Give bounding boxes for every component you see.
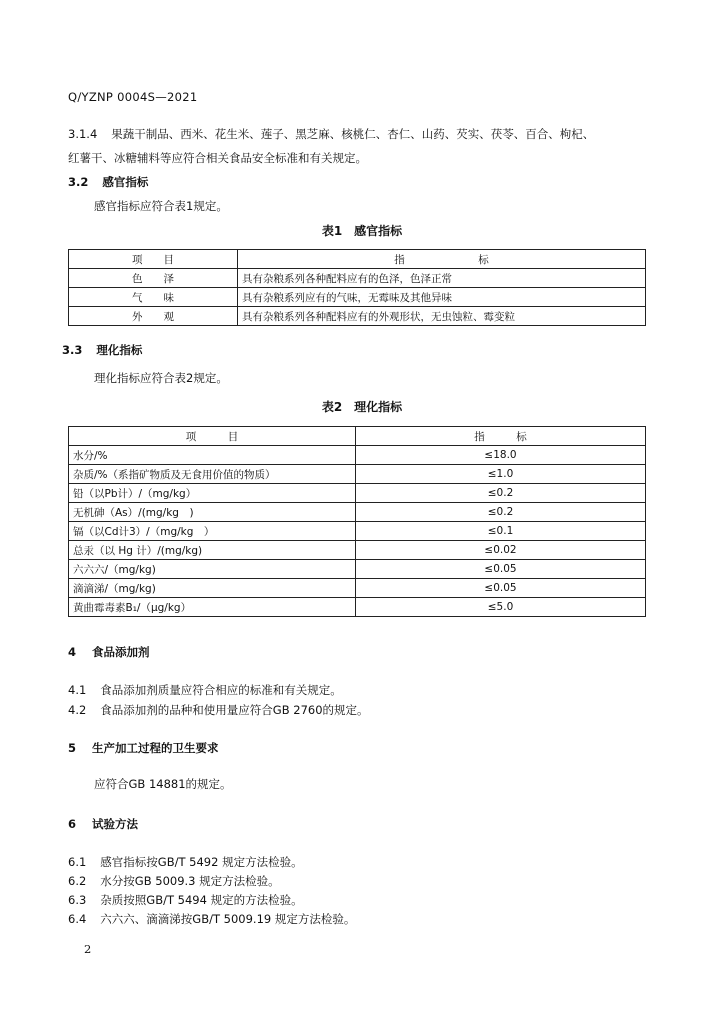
clause-text: 六六六、滴滴涕按GB/T 5009.19 规定方法检验。	[100, 912, 356, 926]
table-cell: ≤1.0	[356, 465, 646, 484]
table-cell: 无机砷（As）/(mg/kg )	[69, 503, 356, 522]
table-row	[69, 503, 646, 522]
table-cell: 水分/%	[69, 446, 356, 465]
clause-text: 食品添加剂的品种和使用量应符合GB 2760的规定。	[100, 703, 369, 717]
clause-4-1	[68, 682, 342, 698]
table-row	[69, 288, 646, 307]
clause-3-1-4	[68, 126, 594, 142]
table-row	[69, 465, 646, 484]
table-cell: 气 味	[69, 288, 238, 307]
table-row	[69, 579, 646, 598]
table-row	[69, 560, 646, 579]
table-header-cell: 项 目	[69, 250, 238, 269]
section-3-3-text: 理化指标应符合表2规定。	[94, 371, 228, 385]
table-cell: 铅（以Pb计）/（mg/kg）	[69, 484, 356, 503]
section-number: 4	[68, 645, 77, 659]
section-number: 3.2	[68, 175, 89, 189]
section-3-3-heading	[62, 342, 142, 358]
table-header-cell: 项 目	[69, 427, 356, 446]
table2-caption: 表2 理化指标	[321, 400, 403, 414]
table-row	[69, 522, 646, 541]
section-title: 生产加工过程的卫生要求	[92, 741, 219, 755]
section-number: 6	[68, 817, 77, 831]
table-cell: ≤0.2	[356, 503, 646, 522]
table-cell: 滴滴涕/（mg/kg)	[69, 579, 356, 598]
table-header-cell: 指 标	[356, 427, 646, 446]
table-cell: ≤5.0	[356, 598, 646, 617]
clause-number: 4.1	[68, 683, 87, 697]
clause-number: 6.3	[68, 893, 87, 907]
clause-number: 4.2	[68, 703, 87, 717]
table-cell: 色 泽	[69, 269, 238, 288]
table-cell: ≤0.02	[356, 541, 646, 560]
table-row	[69, 541, 646, 560]
section-3-2-heading	[68, 174, 148, 190]
clause-6-2	[68, 873, 280, 889]
clause-number: 6.2	[68, 874, 87, 888]
table-cell: ≤0.1	[356, 522, 646, 541]
clause-text: 感官指标按GB/T 5492 规定方法检验。	[100, 855, 303, 869]
section-title: 感官指标	[102, 175, 149, 189]
table2	[68, 426, 646, 617]
clause-4-2	[68, 702, 369, 718]
clause-text: 水分按GB 5009.3 规定方法检验。	[100, 874, 280, 888]
section-number: 3.3	[62, 343, 83, 357]
table-cell: 六六六/（mg/kg)	[69, 560, 356, 579]
section-number: 5	[68, 741, 77, 755]
section-5-text: 应符合GB 14881的规定。	[94, 777, 232, 791]
section-title: 食品添加剂	[92, 645, 150, 659]
table-row	[69, 307, 646, 326]
clause-number: 6.1	[68, 855, 87, 869]
clause-text-line1: 果蔬干制品、西米、花生米、莲子、黑芝麻、核桃仁、杏仁、山药、芡实、茯苓、百合、枸杞、	[111, 127, 595, 141]
table1-caption: 表1 感官指标	[321, 224, 403, 238]
clause-6-4	[68, 911, 355, 927]
clause-6-1	[68, 854, 303, 870]
section-6-heading	[68, 816, 138, 832]
table-cell: ≤0.2	[356, 484, 646, 503]
section-title: 试验方法	[92, 817, 139, 831]
clause-6-3	[68, 892, 303, 908]
table-cell: 具有杂粮系列应有的气味，无霉味及其他异味	[238, 288, 646, 307]
table-cell: 杂质/%（系指矿物质及无食用价值的物质）	[69, 465, 356, 484]
section-title: 理化指标	[96, 343, 143, 357]
table-cell: 具有杂粮系列各种配料应有的色泽，色泽正常	[238, 269, 646, 288]
table-row	[69, 269, 646, 288]
table-cell: 镉（以Cd计3）/（mg/kg ）	[69, 522, 356, 541]
section-3-2-text: 感官指标应符合表1规定。	[94, 199, 228, 213]
table-header-row	[69, 250, 646, 269]
table-header-row	[69, 427, 646, 446]
table1	[68, 249, 646, 326]
table-header-cell: 指 标	[238, 250, 646, 269]
table-cell: ≤0.05	[356, 560, 646, 579]
section-5-heading	[68, 740, 219, 756]
table-cell: ≤18.0	[356, 446, 646, 465]
clause-text: 杂质按照GB/T 5494 规定的方法检验。	[100, 893, 303, 907]
table-cell: 黄曲霉毒素B₁/（μg/kg）	[69, 598, 356, 617]
table-row	[69, 598, 646, 617]
table-cell: 外 观	[69, 307, 238, 326]
page-number: 2	[84, 942, 92, 956]
clause-number: 6.4	[68, 912, 87, 926]
table-row	[69, 484, 646, 503]
table-cell: ≤0.05	[356, 579, 646, 598]
table-cell: 总汞（以 Hg 计）/(mg/kg)	[69, 541, 356, 560]
clause-number: 3.1.4	[68, 127, 98, 141]
table-row	[69, 446, 646, 465]
section-4-heading	[68, 644, 150, 660]
clause-3-1-4-line2: 红薯干、冰糖辅料等应符合相关食品安全标准和有关规定。	[68, 151, 367, 165]
table-cell: 具有杂粮系列各种配料应有的外观形状，无虫蚀粒、霉变粒	[238, 307, 646, 326]
document-code: Q/YZNP 0004S—2021	[68, 90, 198, 104]
clause-text: 食品添加剂质量应符合相应的标准和有关规定。	[100, 683, 342, 697]
